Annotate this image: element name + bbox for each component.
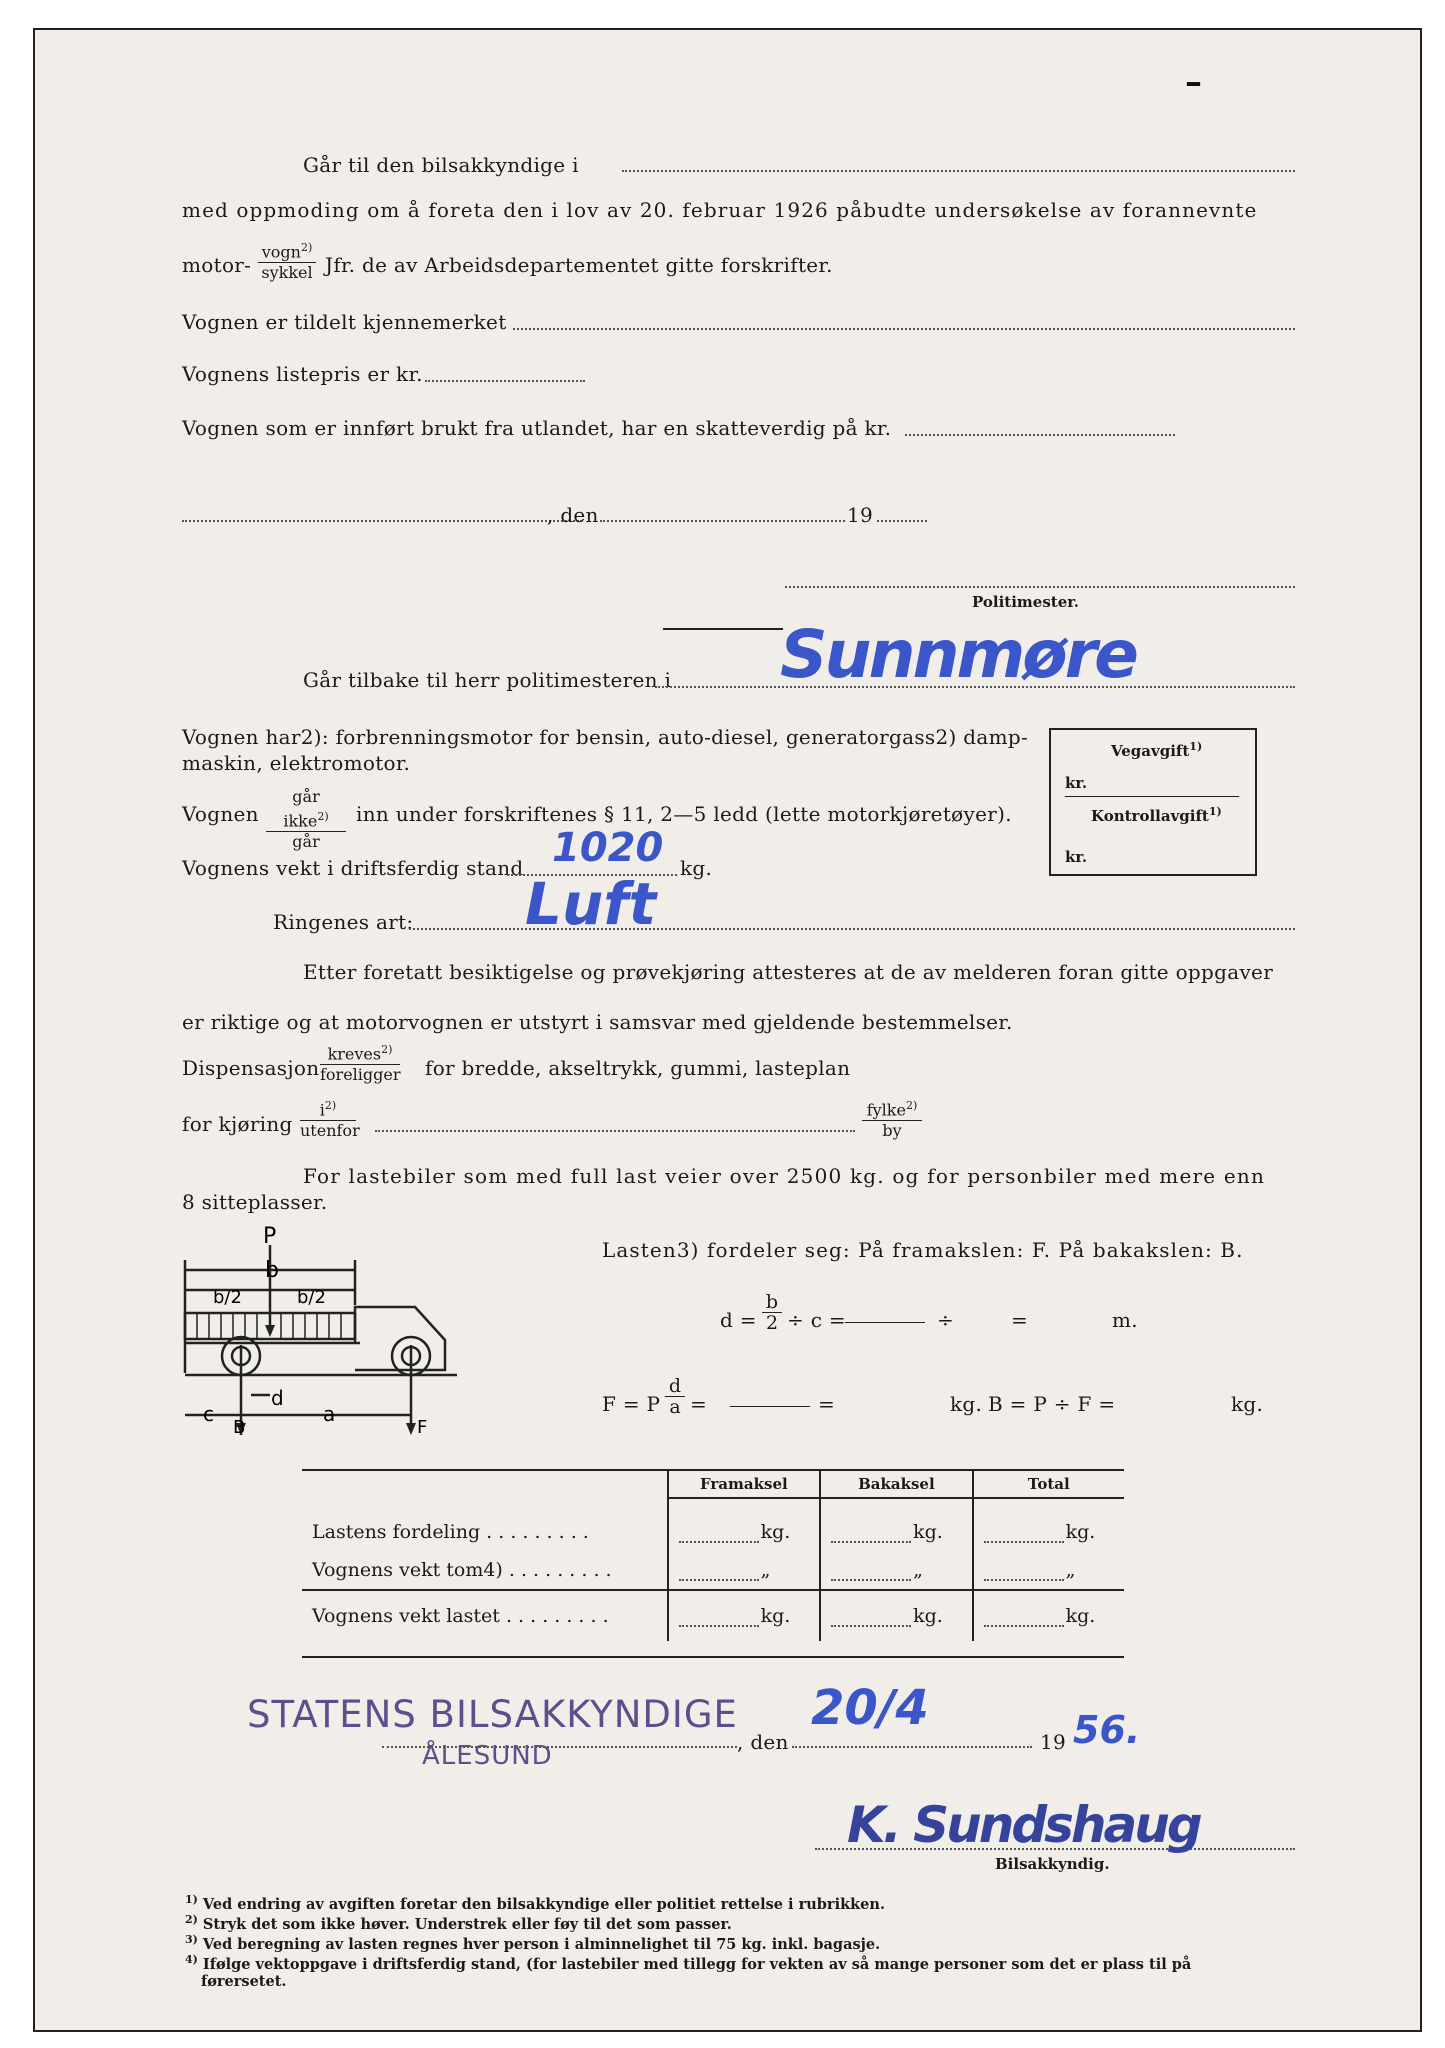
police-sign-field[interactable]	[785, 586, 1295, 588]
date-field[interactable]	[600, 520, 845, 522]
engine-line-1: Vognen har2): forbrenningsmotor for bensin, auto-diesel, generatorgass2) damp-	[182, 725, 1028, 749]
list-price-field[interactable]	[425, 380, 585, 382]
footnote-2: $^{2)}$ Stryk det som ikke høver. Understrek eller føy til det som passer.	[185, 1913, 732, 1933]
frac-vogn: vogn	[261, 242, 301, 262]
cell-total[interactable]: kg.	[973, 1590, 1124, 1641]
stamp-line-1: STATENS BILSAKKYNDIGE	[247, 1693, 738, 1736]
frac-gar: går	[292, 832, 320, 852]
cell-total[interactable]: kg.	[973, 1498, 1124, 1551]
fee-box	[1049, 728, 1257, 876]
cell-bakaksel[interactable]: kg.	[820, 1498, 973, 1551]
frac-utenfor: utenfor	[300, 1121, 360, 1141]
signature-den-label: , den	[737, 1730, 789, 1754]
stamp-line-2: ÅLESUND	[422, 1741, 553, 1771]
registration-field[interactable]	[513, 328, 1295, 330]
forskrift-text: inn under forskriftenes § 11, 2—5 ledd (lette motorkjøretøyer).	[356, 802, 1012, 826]
signature-year-value: 56.	[1073, 1708, 1141, 1752]
kg-unit-1: kg.	[950, 1392, 983, 1416]
signature-date-value: 20/4	[811, 1680, 929, 1736]
signature-place-field[interactable]	[382, 1746, 737, 1748]
footnote-1: $^{1)}$ Ved endring av avgiften foretar den bilsakkyndige eller politiet rettelse i rubrikken.	[185, 1893, 885, 1913]
kg-unit-2: kg.	[1231, 1392, 1264, 1416]
list-price-label: Vognens listepris er kr.	[182, 362, 423, 386]
frac-b: b	[762, 1292, 782, 1313]
tires-value: Luft	[525, 870, 657, 938]
diagram-label-a: a	[323, 1402, 336, 1426]
frac-2: 2	[765, 1312, 779, 1334]
cell-framaksel[interactable]: „	[668, 1551, 821, 1590]
police-label: Politimester.	[972, 593, 1079, 611]
signer-label: Bilsakkyndig.	[995, 1855, 1110, 1873]
cell-framaksel[interactable]: kg.	[668, 1498, 821, 1551]
frac-a: a	[669, 1396, 681, 1418]
col-header-total: Total	[973, 1471, 1124, 1498]
signer-value: K. Sundshaug	[847, 1796, 1200, 1854]
document-page	[33, 28, 1422, 2032]
frac-foreligger: foreligger	[320, 1065, 401, 1085]
diagram-label-c: c	[203, 1402, 214, 1426]
sent-to-label: Går til den bilsakkyndige i	[303, 153, 579, 177]
engine-line-2: maskin, elektromotor.	[182, 751, 411, 775]
kontrollavgift-label: Kontrollavgift$^{1)}$	[1091, 805, 1222, 825]
weight-label: Vognens vekt i driftsferdig stand	[182, 856, 524, 880]
row-label: Lastens fordeling . . . . . . . . .	[312, 1520, 589, 1543]
import-field[interactable]	[905, 434, 1175, 436]
return-value-handwritten: Sunnmøre	[780, 616, 1136, 693]
kontrollavgift-kr: kr.	[1065, 848, 1088, 866]
fylke-by-fraction: fylke$^{2)}$ by	[862, 1096, 922, 1141]
vegavgift-kr: kr.	[1065, 774, 1088, 792]
kjoring-field[interactable]	[375, 1130, 855, 1132]
F-equation-rest: =	[690, 1392, 708, 1416]
col-header-bakaksel: Bakaksel	[820, 1471, 973, 1498]
cell-bakaksel[interactable]: kg.	[820, 1590, 973, 1641]
cell-bakaksel[interactable]: „	[820, 1551, 973, 1590]
diagram-label-b2-right: b/2	[297, 1287, 326, 1308]
footnote-3: $^{3)}$ Ved beregning av lasten regnes hver person i alminnelighet til 75 kg. inkl. bagasje.	[185, 1933, 881, 1953]
year-label: 19	[847, 503, 874, 527]
d-minus: ÷	[937, 1308, 955, 1332]
table-corner	[302, 1471, 668, 1498]
b-over-2-fraction	[762, 1292, 782, 1333]
vogn-sykkel-fraction: vogn$^{2)}$ sykkel	[258, 238, 316, 283]
footnote-4-cont: førersetet.	[201, 1973, 287, 1990]
sent-to-field[interactable]	[622, 170, 1295, 172]
row-label: Vognens vekt tom4) . . . . . . . . .	[302, 1551, 668, 1590]
m-unit: m.	[1112, 1308, 1138, 1332]
lasten-text: Lasten3) fordeler seg: På framakslen: F. På bakakslen: B.	[602, 1238, 1244, 1262]
d-equals: =	[1011, 1308, 1029, 1332]
signature-date-field[interactable]	[792, 1746, 1032, 1748]
registration-label: Vognen er tildelt kjennemerket	[182, 310, 507, 334]
dispensasjon-text: for bredde, akseltrykk, gummi, lasteplan	[425, 1056, 851, 1080]
d-equation-rest: ÷ c =	[787, 1308, 846, 1332]
lastebiler-line-2: 8 sitteplasser.	[182, 1190, 328, 1214]
lastebiler-line-1: For lastebiler som med full last veier over 2500 kg. og for personbiler med mere enn	[303, 1164, 1266, 1188]
footnote-4: $^{4)}$ Ifølge vektoppgave i driftsferdig stand, (for lastebiler med tillegg for vekten av så mange personer som det er plass til på	[185, 1953, 1192, 1973]
attest-line-1: Etter foretatt besiktigelse og prøvekjøring attesteres at de av melderen foran gitte oppgaver	[303, 960, 1274, 984]
diagram-label-b: b	[265, 1258, 279, 1283]
corner-mark: –	[1185, 62, 1202, 102]
table-row	[302, 1498, 1124, 1551]
tires-label: Ringenes art:	[273, 910, 414, 934]
col-header-framaksel: Framaksel	[668, 1471, 821, 1498]
frac-by: by	[882, 1121, 902, 1141]
B-equation: B = P ÷ F =	[988, 1392, 1116, 1416]
row-label: Vognens vekt lastet . . . . . . . . .	[312, 1605, 609, 1627]
fee-box-divider	[1065, 796, 1239, 797]
cell-total[interactable]: „	[973, 1551, 1124, 1590]
F-equals: =	[818, 1392, 836, 1416]
truck-load-diagram	[175, 1225, 595, 1435]
d-equation: d =	[720, 1308, 757, 1332]
cell-framaksel[interactable]: kg.	[668, 1590, 821, 1641]
vognen-label: Vognen	[182, 802, 259, 826]
weight-value: 1020	[552, 825, 664, 871]
kjoring-label: for kjøring	[182, 1112, 293, 1136]
motor-prefix: motor-	[182, 253, 252, 277]
vegavgift-label: Vegavgift$^{1)}$	[1111, 740, 1203, 760]
request-line: med oppmoding om å foreta den i lov av 20. februar 1926 påbudte undersøkelse av forannevnte	[182, 198, 1258, 222]
diagram-label-b2-left: b/2	[213, 1287, 242, 1308]
section-divider	[663, 628, 783, 630]
load-table	[302, 1471, 1124, 1641]
den-label: , den	[547, 503, 599, 527]
diagram-label-P: P	[263, 1225, 277, 1249]
frac-gar-ikke: går ikke	[283, 787, 320, 831]
year-field[interactable]	[877, 520, 927, 522]
attest-line-2: er riktige og at motorvognen er utstyrt i samsvar med gjeldende bestemmelser.	[182, 1010, 1013, 1034]
frac-d: d	[665, 1376, 685, 1397]
diagram-label-F: F	[417, 1417, 428, 1435]
jfr-text: Jfr. de av Arbeidsdepartementet gitte forskrifter.	[325, 253, 833, 277]
i-utenfor-fraction: $i^{2)}$ utenfor	[300, 1096, 356, 1141]
diagram-label-B: B	[233, 1417, 246, 1435]
place-field[interactable]	[182, 520, 582, 522]
dispensasjon-label: Dispensasjon	[182, 1056, 320, 1080]
F-equation: F = P	[602, 1392, 661, 1416]
frac-kreves: kreves	[327, 1044, 382, 1064]
table-row	[302, 1590, 1124, 1641]
d-result-line[interactable]	[845, 1322, 925, 1323]
kreves-fraction: kreves$^{2)}$ foreligger	[320, 1040, 400, 1085]
return-label: Går tilbake til herr politimesteren i	[303, 668, 672, 692]
gar-fraction: går ikke$^{2)}$ går	[266, 787, 346, 852]
frac-fylke: fylke	[866, 1100, 906, 1120]
d-over-a-fraction	[665, 1376, 685, 1417]
frac-sykkel: sykkel	[261, 263, 313, 283]
weight-unit: kg.	[680, 856, 713, 880]
F-result-line[interactable]	[730, 1406, 810, 1407]
signature-year-prefix: 19	[1040, 1730, 1067, 1754]
import-label: Vognen som er innført brukt fra utlandet, har en skatteverdig på kr.	[182, 416, 892, 440]
table-row	[302, 1551, 1124, 1590]
diagram-label-d: d	[271, 1386, 284, 1410]
frac-i: i	[319, 1100, 325, 1120]
